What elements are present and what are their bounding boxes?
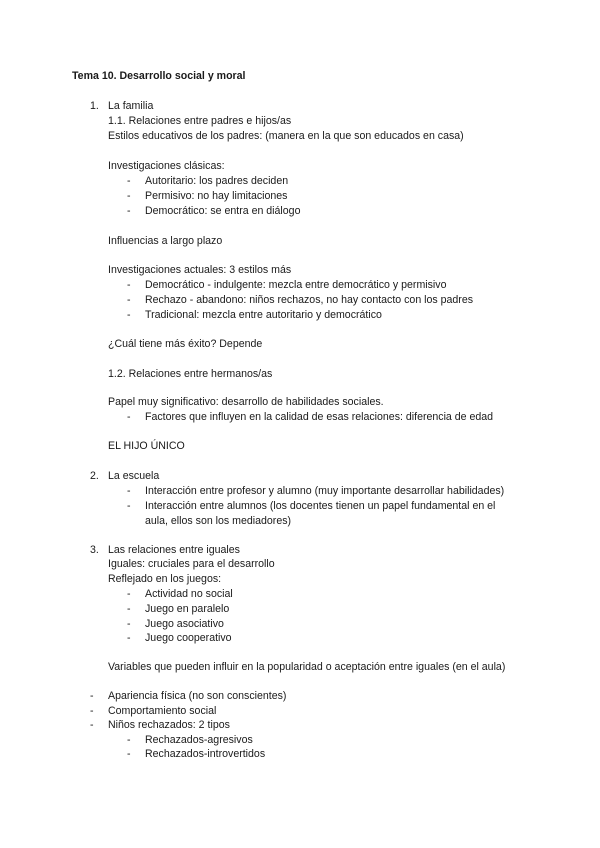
bullet-dash: - <box>127 603 131 615</box>
list-item: Juego cooperativo <box>145 632 232 644</box>
list-item: Democrático: se entra en diálogo <box>145 205 301 217</box>
list-item: Factores que influyen en la calidad de esas relaciones: diferencia de edad <box>145 411 494 423</box>
list-item: Democrático - indulgente: mezcla entre democrático y permisivo <box>145 279 447 291</box>
section-number: 1. <box>90 100 99 112</box>
section-heading: La familia <box>108 100 154 112</box>
bullet-dash: - <box>127 632 131 644</box>
list-item: Actividad no social <box>145 588 233 600</box>
bullet-dash: - <box>127 309 131 321</box>
list-item: Juego asociativo <box>145 618 224 630</box>
section-number: 3. <box>90 544 99 556</box>
section-heading: La escuela <box>108 470 160 482</box>
list-item: Tradicional: mezcla entre autoritario y democrático <box>145 309 382 321</box>
text-line: Influencias a largo plazo <box>108 235 223 247</box>
text-line: Variables que pueden influir en la popularidad o aceptación entre iguales (en el aula) <box>108 661 506 673</box>
list-item: Apariencia física (no son conscientes) <box>108 690 287 702</box>
bullet-dash: - <box>90 705 94 717</box>
text-line: Iguales: cruciales para el desarrollo <box>108 558 275 570</box>
bullet-dash: - <box>127 734 131 746</box>
text-line: Papel muy significativo: desarrollo de habilidades sociales. <box>108 396 384 408</box>
bullet-dash: - <box>90 690 94 702</box>
subsection-heading: 1.2. Relaciones entre hermanos/as <box>108 368 273 380</box>
bullet-dash: - <box>127 500 131 512</box>
bullet-dash: - <box>127 175 131 187</box>
list-item: Niños rechazados: 2 tipos <box>108 719 230 731</box>
section-heading: Las relaciones entre iguales <box>108 544 240 556</box>
bullet-dash: - <box>127 294 131 306</box>
bullet-dash: - <box>127 588 131 600</box>
text-line: Investigaciones actuales: 3 estilos más <box>108 264 292 276</box>
bullet-dash: - <box>127 485 131 497</box>
list-item: Rechazo - abandono: niños rechazos, no hay contacto con los padres <box>145 294 474 306</box>
list-item: Rechazados-agresivos <box>145 734 253 746</box>
bullet-dash: - <box>127 748 131 760</box>
list-item: Juego en paralelo <box>145 603 230 615</box>
subsection-heading: 1.1. Relaciones entre padres e hijos/as <box>108 115 292 127</box>
page-title: Tema 10. Desarrollo social y moral <box>72 70 246 82</box>
bullet-dash: - <box>127 190 131 202</box>
text-line: EL HIJO ÚNICO <box>108 440 185 452</box>
text-line: Estilos educativos de los padres: (manera en la que son educados en casa) <box>108 130 464 142</box>
list-item: Interacción entre profesor y alumno (muy importante desarrollar habilidades) <box>145 485 505 497</box>
bullet-dash: - <box>127 279 131 291</box>
list-item: Autoritario: los padres deciden <box>145 175 289 187</box>
section-number: 2. <box>90 470 99 482</box>
list-item: Interacción entre alumnos (los docentes tienen un papel fundamental en el <box>145 500 496 512</box>
bullet-dash: - <box>90 719 94 731</box>
text-line: Reflejado en los juegos: <box>108 573 222 585</box>
text-line: Investigaciones clásicas: <box>108 160 225 172</box>
list-item: Comportamiento social <box>108 705 217 717</box>
list-item: Rechazados-introvertidos <box>145 748 266 760</box>
list-item: Permisivo: no hay limitaciones <box>145 190 288 202</box>
list-item-continuation: aula, ellos son los mediadores) <box>145 515 292 527</box>
bullet-dash: - <box>127 411 131 423</box>
bullet-dash: - <box>127 205 131 217</box>
bullet-dash: - <box>127 618 131 630</box>
text-line: ¿Cuál tiene más éxito? Depende <box>108 338 263 350</box>
